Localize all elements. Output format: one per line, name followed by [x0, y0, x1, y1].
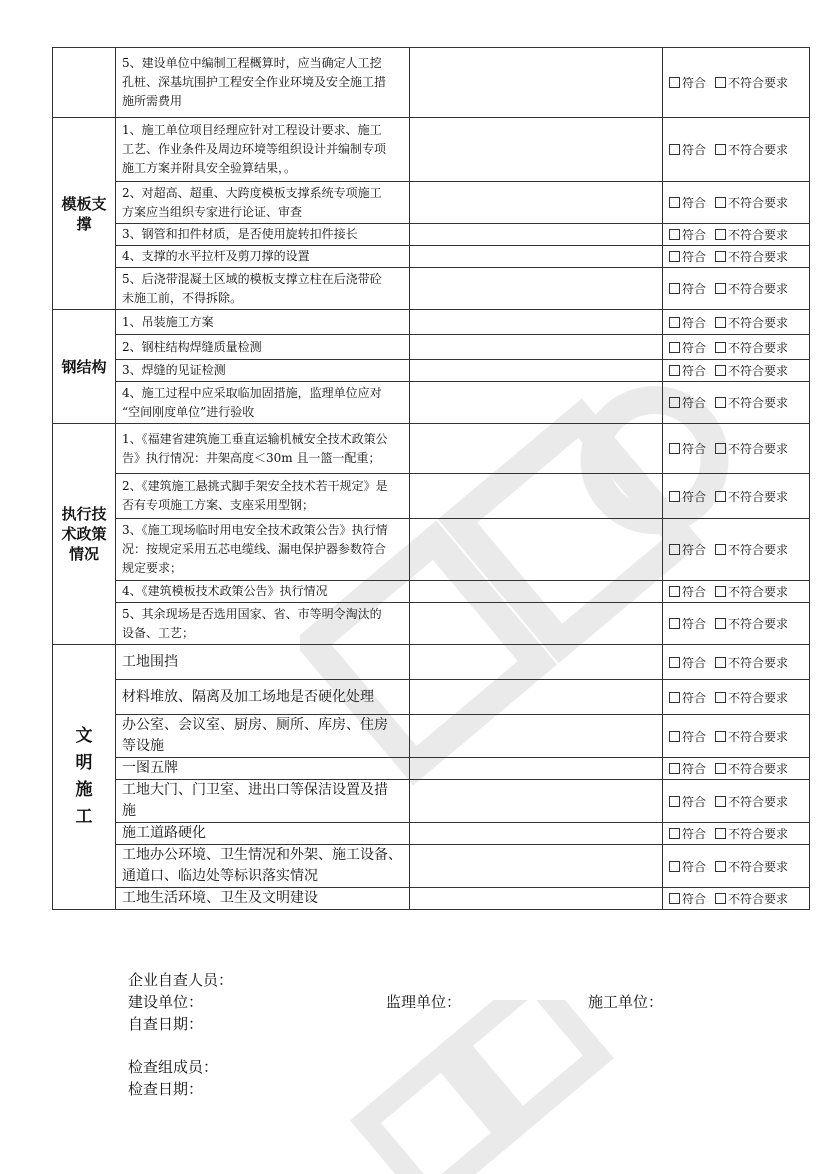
category-text: 施: [75, 780, 93, 800]
table-row: [53, 888, 810, 910]
self-check-staff-label: 企业自查人员：: [128, 971, 234, 989]
result-options: [663, 268, 810, 310]
not-conform-label: 不符合要求: [728, 396, 789, 410]
not-conform-label: 不符合要求: [728, 315, 789, 330]
table-row: [53, 519, 810, 581]
category-cell: [53, 424, 116, 645]
conform-label: 符合: [682, 690, 707, 705]
conform-checkbox[interactable]: [669, 657, 680, 668]
not-conform-checkbox[interactable]: [715, 77, 726, 88]
check-item-line: 3、钢管和扣件材质，是否使用旋转扣件接长: [122, 227, 358, 241]
check-item-line: 否有专项施工方案、支座采用型钢；: [122, 498, 315, 512]
result-options: [663, 118, 810, 182]
table-row: [53, 310, 810, 335]
conform-checkbox[interactable]: [669, 861, 680, 872]
remarks-cell[interactable]: [410, 780, 663, 823]
conform-label: 符合: [682, 655, 707, 670]
conform-label: 符合: [682, 762, 707, 776]
remarks-cell[interactable]: [410, 310, 663, 335]
check-item-text: [116, 474, 410, 519]
conform-checkbox[interactable]: [669, 828, 680, 839]
remarks-cell[interactable]: [410, 581, 663, 603]
not-conform-checkbox[interactable]: [715, 365, 726, 376]
conform-checkbox[interactable]: [669, 342, 680, 353]
conform-label: 符合: [682, 489, 707, 504]
table-row: [53, 603, 810, 645]
category-text: 执行技: [61, 505, 107, 523]
conform-checkbox[interactable]: [669, 144, 680, 155]
check-item-text: [116, 268, 410, 310]
check-item-line: 规定要求；: [122, 561, 183, 575]
not-conform-label: 不符合要求: [728, 690, 789, 705]
result-options: [663, 645, 810, 680]
table-row: [53, 224, 810, 246]
check-item-line: 未施工前，不得拆除。: [122, 290, 243, 305]
table-row: [53, 823, 810, 845]
check-item-line: 2、对超高、超重、大跨度模板支撑系统专项施工: [122, 185, 382, 200]
result-options: [663, 48, 810, 118]
result-options: [663, 758, 810, 780]
conform-label: 符合: [682, 892, 707, 906]
not-conform-checkbox[interactable]: [715, 491, 726, 502]
check-item-line: 况：按规定采用五芯电缆线、漏电保护器参数符合: [122, 542, 387, 556]
remarks-cell[interactable]: [410, 645, 663, 680]
not-conform-label: 不符合要求: [728, 585, 789, 599]
result-options: [663, 382, 810, 424]
not-conform-checkbox[interactable]: [715, 144, 726, 155]
inspection-members-label: 检查组成员：: [128, 1058, 219, 1076]
table-row: [53, 758, 810, 780]
not-conform-label: 不符合要求: [728, 143, 789, 157]
not-conform-label: 不符合要求: [728, 442, 789, 456]
not-conform-label: 不符合要求: [728, 892, 789, 906]
check-item-line: 5、其余现场是否选用国家、省、市等明令淘汰的: [122, 606, 382, 621]
check-item-line: 材料堆放、隔离及加工场地是否硬化处理: [122, 688, 374, 705]
conform-label: 符合: [682, 228, 707, 242]
conform-checkbox[interactable]: [669, 77, 680, 88]
result-options: [663, 424, 810, 474]
check-item-line: 工地办公环境、卫生情况和外架、施工设备、: [122, 847, 402, 863]
remarks-cell[interactable]: [410, 268, 663, 310]
conform-checkbox[interactable]: [669, 491, 680, 502]
inspection-date-label: 检查日期：: [128, 1080, 204, 1098]
not-conform-label: 不符合要求: [728, 76, 789, 90]
conform-checkbox[interactable]: [669, 397, 680, 408]
not-conform-checkbox[interactable]: [715, 796, 726, 807]
conform-checkbox[interactable]: [669, 893, 680, 904]
check-item-text: [116, 581, 410, 603]
conform-checkbox[interactable]: [669, 618, 680, 629]
check-item-text: [116, 888, 410, 910]
conform-label: 符合: [682, 196, 707, 210]
check-item-line: 施所需费用: [122, 94, 183, 108]
check-item-text: [116, 424, 410, 474]
not-conform-checkbox[interactable]: [715, 828, 726, 839]
not-conform-label: 不符合要求: [728, 859, 789, 874]
not-conform-checkbox[interactable]: [715, 251, 726, 262]
watermark-bottom: [330, 1000, 630, 1174]
check-item-text: [116, 680, 410, 715]
conform-label: 符合: [682, 794, 707, 809]
table-row: [53, 182, 810, 224]
check-item-text: [116, 118, 410, 182]
check-item-line: 4、《建筑模板技术政策公告》执行情况: [122, 584, 328, 598]
table-row: [53, 424, 810, 474]
check-item-text: [116, 715, 410, 758]
not-conform-label: 不符合要求: [728, 794, 789, 809]
check-item-line: 工艺、作业条件及周边环境等组织设计并编制专项: [122, 142, 387, 156]
check-item-text: [116, 246, 410, 268]
remarks-cell[interactable]: [410, 182, 663, 224]
check-item-text: [116, 48, 410, 118]
not-conform-checkbox[interactable]: [715, 861, 726, 872]
check-item-line: 1、《福建省建筑施工垂直运输机械安全技术政策公: [122, 431, 388, 446]
table-row: [53, 474, 810, 519]
not-conform-checkbox[interactable]: [715, 893, 726, 904]
check-item-text: [116, 758, 410, 780]
result-options: [663, 680, 810, 715]
remarks-cell[interactable]: [410, 823, 663, 845]
remarks-cell[interactable]: [410, 382, 663, 424]
not-conform-label: 不符合要求: [728, 196, 789, 210]
check-item-line: 施: [122, 803, 136, 819]
table-row: [53, 581, 810, 603]
result-options: [663, 224, 810, 246]
not-conform-label: 不符合要求: [728, 729, 789, 744]
supervision-unit-label: 监理单位：: [386, 993, 462, 1011]
result-options: [663, 603, 810, 645]
check-item-text: [116, 845, 410, 888]
conform-checkbox[interactable]: [669, 443, 680, 454]
conform-label: 符合: [682, 396, 707, 410]
result-options: [663, 780, 810, 823]
not-conform-checkbox[interactable]: [715, 657, 726, 668]
not-conform-checkbox[interactable]: [715, 283, 726, 294]
not-conform-checkbox[interactable]: [715, 731, 726, 742]
check-item-line: 施工方案并附具安全验算结果，。: [122, 161, 297, 175]
remarks-cell[interactable]: [410, 845, 663, 888]
inspection-table: [52, 47, 810, 910]
remarks-cell[interactable]: [410, 360, 663, 382]
conform-checkbox[interactable]: [669, 251, 680, 262]
check-item-line: 1、吊装施工方案: [122, 314, 214, 329]
check-item-line: 4、施工过程中应采取临加固措施，监理单位应对: [122, 385, 382, 400]
conform-label: 符合: [682, 282, 707, 296]
conform-checkbox[interactable]: [669, 283, 680, 294]
conform-checkbox[interactable]: [669, 731, 680, 742]
conform-label: 符合: [682, 364, 707, 378]
not-conform-label: 不符合要求: [728, 827, 789, 841]
result-options: [663, 715, 810, 758]
conform-label: 符合: [682, 729, 707, 744]
check-item-line: 2、钢柱结构焊缝质量检测: [122, 339, 262, 354]
not-conform-label: 不符合要求: [728, 340, 789, 355]
not-conform-label: 不符合要求: [728, 282, 789, 296]
conform-label: 符合: [682, 827, 707, 841]
not-conform-label: 不符合要求: [728, 364, 789, 378]
not-conform-checkbox[interactable]: [715, 317, 726, 328]
result-options: [663, 474, 810, 519]
not-conform-label: 不符合要求: [728, 250, 789, 264]
not-conform-label: 不符合要求: [728, 617, 789, 631]
check-item-line: 施工道路硬化: [122, 825, 206, 841]
check-item-line: 3、焊缝的见证检测: [122, 363, 226, 377]
not-conform-checkbox[interactable]: [715, 544, 726, 555]
table-row: [53, 268, 810, 310]
remarks-cell[interactable]: [410, 335, 663, 360]
table-row: [53, 382, 810, 424]
result-options: [663, 360, 810, 382]
category-text: 撑: [76, 214, 92, 233]
table-row: [53, 118, 810, 182]
check-item-text: [116, 182, 410, 224]
conform-label: 符合: [682, 340, 707, 355]
category-text: 文: [75, 726, 93, 746]
contractor-unit-label: 施工单位：: [588, 993, 664, 1011]
category-text: 钢结构: [61, 357, 107, 376]
conform-label: 符合: [682, 143, 707, 157]
check-item-text: [116, 382, 410, 424]
check-item-line: “空间刚度单位”进行验收: [122, 404, 255, 419]
conform-checkbox[interactable]: [669, 197, 680, 208]
not-conform-checkbox[interactable]: [715, 763, 726, 774]
result-options: [663, 581, 810, 603]
check-item-line: 设备、工艺；: [122, 625, 195, 640]
check-item-line: 孔桩、深基坑围护工程安全作业环境及安全施工措: [122, 75, 387, 89]
check-item-text: [116, 335, 410, 360]
not-conform-checkbox[interactable]: [715, 443, 726, 454]
not-conform-label: 不符合要求: [728, 655, 789, 670]
remarks-cell[interactable]: [410, 715, 663, 758]
conform-label: 符合: [682, 859, 707, 874]
not-conform-checkbox[interactable]: [715, 692, 726, 703]
category-cell: [53, 48, 116, 118]
category-text: 明: [75, 753, 93, 773]
result-options: [663, 182, 810, 224]
category-text: 术政策: [61, 525, 107, 543]
result-options: [663, 823, 810, 845]
conform-label: 符合: [682, 585, 707, 599]
result-options: [663, 246, 810, 268]
remarks-cell[interactable]: [410, 48, 663, 118]
check-item-line: 4、支撑的水平拉杆及剪刀撑的设置: [122, 249, 310, 263]
remarks-cell[interactable]: [410, 224, 663, 246]
construction-unit-label: 建设单位：: [128, 993, 204, 1011]
check-item-line: 5、后浇带混凝土区域的模板支撑立柱在后浇带砼: [122, 271, 382, 286]
conform-label: 符合: [682, 617, 707, 631]
remarks-cell[interactable]: [410, 519, 663, 581]
conform-label: 符合: [682, 543, 707, 557]
not-conform-label: 不符合要求: [728, 489, 789, 504]
table-row: [53, 680, 810, 715]
result-options: [663, 888, 810, 910]
check-item-line: 3、《施工现场临时用电安全技术政策公告》执行情: [122, 523, 388, 537]
category-text: 模板支: [61, 194, 107, 213]
conform-checkbox[interactable]: [669, 317, 680, 328]
check-item-text: [116, 310, 410, 335]
conform-checkbox[interactable]: [669, 692, 680, 703]
conform-checkbox[interactable]: [669, 796, 680, 807]
check-item-text: [116, 519, 410, 581]
remarks-cell[interactable]: [410, 474, 663, 519]
check-item-line: 5、建设单位中编制工程概算时，应当确定人工挖: [122, 56, 382, 70]
conform-label: 符合: [682, 315, 707, 330]
conform-checkbox[interactable]: [669, 365, 680, 376]
table-row: [53, 645, 810, 680]
check-item-line: 通道口、临边处等标识落实情况: [122, 868, 318, 884]
category-cell: [53, 310, 116, 424]
table-row: [53, 845, 810, 888]
check-item-line: 一图五牌: [122, 760, 178, 776]
conform-checkbox[interactable]: [669, 229, 680, 240]
conform-checkbox[interactable]: [669, 763, 680, 774]
check-item-text: [116, 823, 410, 845]
category-cell: [53, 118, 116, 310]
conform-label: 符合: [682, 250, 707, 264]
category-text: 工: [75, 807, 93, 827]
check-item-line: 工地生活环境、卫生及文明建设: [122, 890, 318, 906]
check-item-text: [116, 360, 410, 382]
result-options: [663, 519, 810, 581]
check-item-line: 工地围挡: [122, 653, 178, 670]
result-options: [663, 845, 810, 888]
check-item-text: [116, 780, 410, 823]
check-item-text: [116, 603, 410, 645]
check-item-line: 方案应当组织专家进行论证、审查: [122, 204, 303, 219]
conform-label: 符合: [682, 76, 707, 90]
remarks-cell[interactable]: [410, 118, 663, 182]
not-conform-label: 不符合要求: [728, 762, 789, 776]
remarks-cell[interactable]: [410, 603, 663, 645]
check-item-text: [116, 645, 410, 680]
check-item-line: 工地大门、门卫室、进出口等保洁设置及措: [122, 782, 388, 798]
check-item-line: 告》执行情况：井架高度＜30m 且一篮一配重；: [122, 450, 381, 465]
check-item-line: 1、施工单位项目经理应针对工程设计要求、施工: [122, 123, 382, 137]
not-conform-label: 不符合要求: [728, 543, 789, 557]
remarks-cell[interactable]: [410, 680, 663, 715]
check-item-line: 2、《建筑施工悬挑式脚手架安全技术若干规定》是: [122, 479, 388, 493]
remarks-cell[interactable]: [410, 758, 663, 780]
result-options: [663, 335, 810, 360]
result-options: [663, 310, 810, 335]
table-row: [53, 360, 810, 382]
conform-checkbox[interactable]: [669, 544, 680, 555]
not-conform-label: 不符合要求: [728, 228, 789, 242]
not-conform-checkbox[interactable]: [715, 229, 726, 240]
conform-label: 符合: [682, 442, 707, 456]
not-conform-checkbox[interactable]: [715, 397, 726, 408]
table-row: [53, 48, 810, 118]
category-text: 情况: [68, 545, 99, 563]
remarks-cell[interactable]: [410, 246, 663, 268]
remarks-cell[interactable]: [410, 424, 663, 474]
remarks-cell[interactable]: [410, 888, 663, 910]
check-item-line: 等设施: [122, 738, 164, 754]
check-item-text: [116, 224, 410, 246]
table-row: [53, 715, 810, 758]
table-row: [53, 335, 810, 360]
not-conform-checkbox[interactable]: [715, 586, 726, 597]
not-conform-checkbox[interactable]: [715, 618, 726, 629]
table-row: [53, 246, 810, 268]
not-conform-checkbox[interactable]: [715, 342, 726, 353]
conform-checkbox[interactable]: [669, 586, 680, 597]
not-conform-checkbox[interactable]: [715, 197, 726, 208]
category-cell: [53, 645, 116, 910]
self-check-date-label: 自查日期：: [128, 1015, 204, 1033]
table-row: [53, 780, 810, 823]
check-item-line: 办公室、会议室、厨房、厕所、库房、住房: [122, 717, 388, 733]
